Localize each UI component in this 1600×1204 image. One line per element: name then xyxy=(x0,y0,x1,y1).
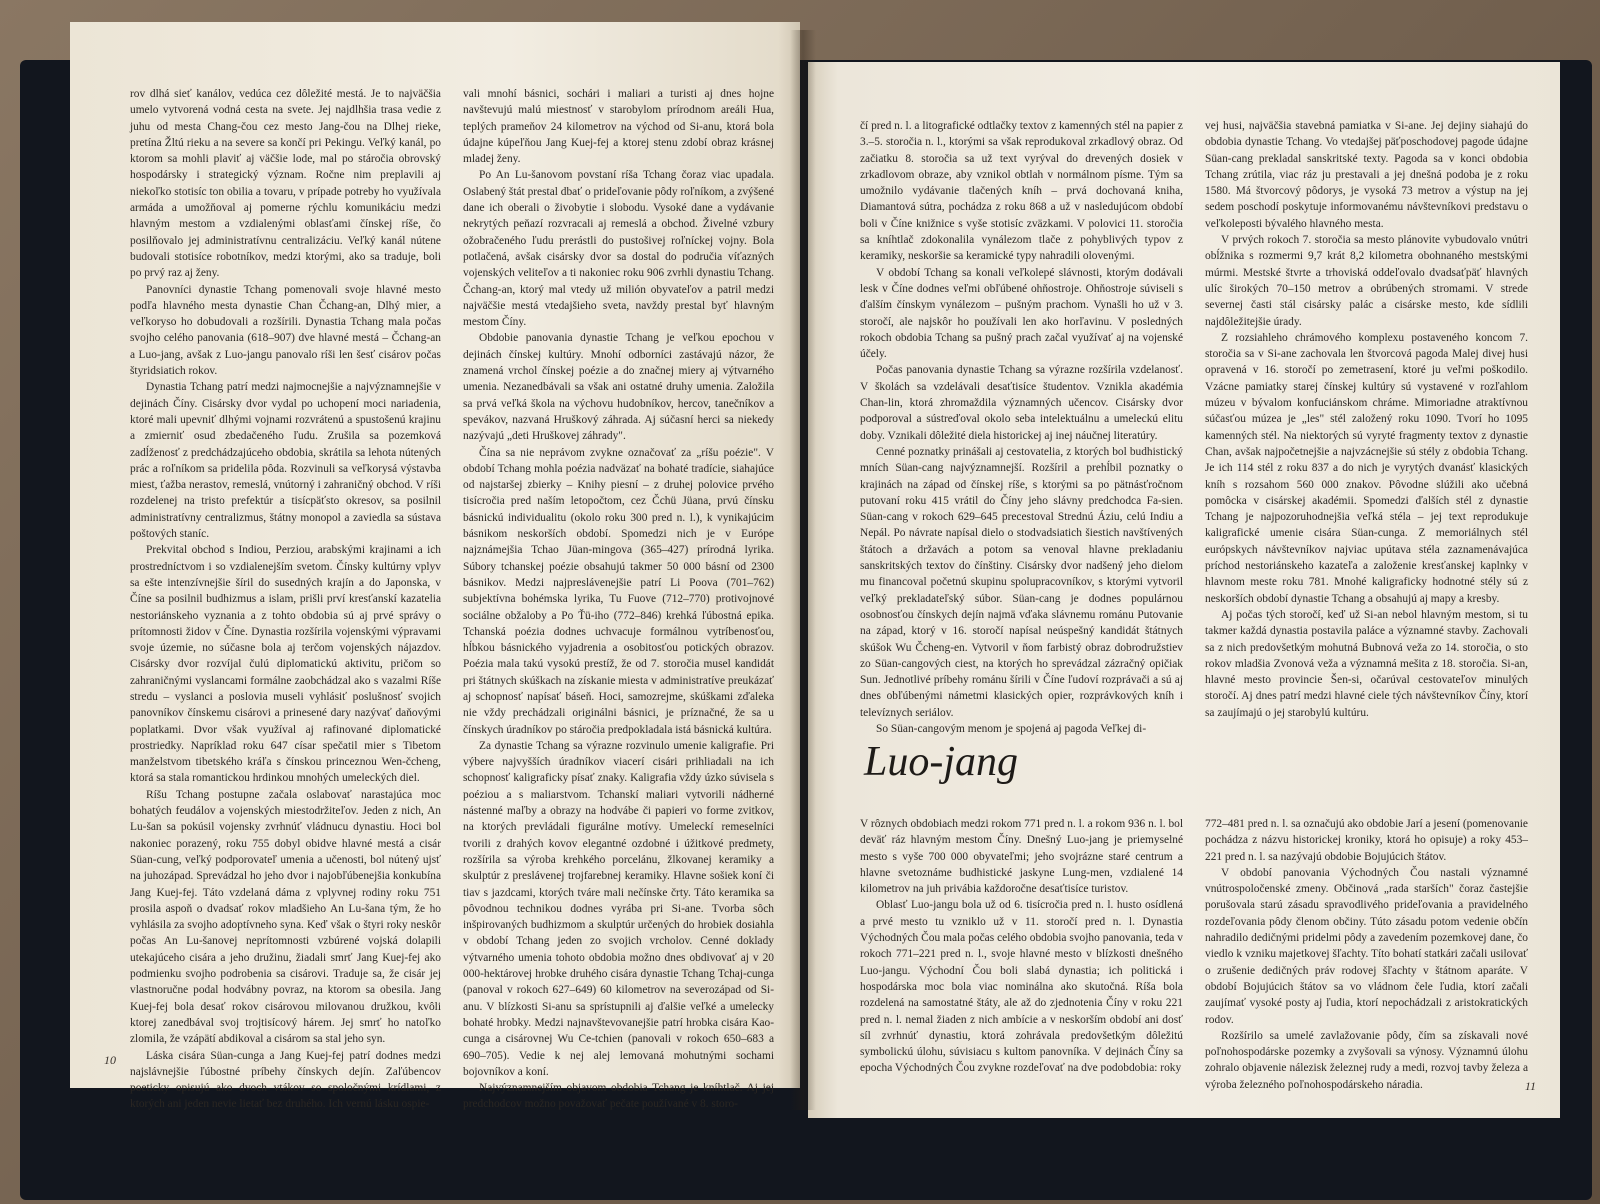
right-top-column-1 xyxy=(860,118,1183,735)
paragraph: Obdobie panovania dynastie Tchang je veľkou epochou v dejinách čínskej kultúry. Mnohí odborníci zastávajú názor, že znamená vrchol čínskej poézie a do značnej miery aj výtvarného umenia. Nezanedbávali sa však ani ostatné druhy umenia. Založila sa prvá veľká škola na výchovu hudobníkov, hercov, tanečníkov a spevákov, nazvaná Hruškový záhrada. Aj súčasní herci sa niekedy nazývajú „deti Hruškovej záhrady". xyxy=(463,332,774,443)
right-page-bottom-columns xyxy=(860,816,1528,1116)
paragraph: Ríšu Tchang postupne začala oslabovať narastajúca moc bohatých feudálov a vojenských miestodržiteľov. Jeden z nich, An Lu-šan sa pokúsil vojensky zvrhnúť vládnucu dynastiu. Hoci bol nakoniec porazený, roku 755 dobyl obidve hlavné mestá a cisár Süan-cung, veľký podporovateľ umenia a učenosti, bol nútený ujsť na juhozápad. Sprevádzal ho jeho dvor i najobľúbenejšia konkubína Jang Kuej-fej. Táto vzdelaná dáma z vplyvnej rodiny roku 751 prosila aspoň o dvadsať rokov mladšieho An Lu-šana tým, že ho vyhlásila za svojho adoptívneho syna. Keď však o štyri roky neskôr počas An Lu-šanovej neprítomnosti vzbúrené vojská dolapili utekajúceho cisára a jeho družinu, žiadali smrť Jang Kuej-fej ako podmienku svojho podrobenia sa cisárovi. Traduje sa, že cisár jej vlastnoručne podal hodvábny povraz, na ktorom sa obesila. Jang Kuej-fej bola desať rokov cisárovou milovanou družkou, kvôli ktorej zanedbával svoj trojtisícový hárem. Jej smrť ho natoľko zlomila, že vzápätí abdikoval a cisárom sa stal jeho syn. xyxy=(130,788,441,1046)
paragraph: Po An Lu-šanovom povstaní ríša Tchang čoraz viac upadala. Oslabený štát prestal dbať o prideľovanie pôdy roľníkom, a zvýšené dane ich oberali o živobytie i slobodu. Vysoké dane a vydávanie nekrytých peňazí rozvracali aj remeslá a obchod. Živelné vzbury ožobračeného ľudu prerástli do pustošivej roľníckej vojny. Bola potlačená, avšak cisársky dvor sa dostal do područia víťazných vojenských veliteľov a ti nakoniec roku 906 zvrhli dynastiu Tchang. Čchang-an, ktorý mal vtedy už milión obyvateľov a patril medzi najväčšie mestá vtedajšieho sveta, navždy prestal byť hlavným mestom Číny. xyxy=(463,169,774,329)
paragraph: V rôznych obdobiach medzi rokom 771 pred n. l. a rokom 936 n. l. bol deväť ráz hlavným mestom Číny. Dnešný Luo-jang je priemyselné mesto s vyše 700 000 obyvateľmi; jeho svojrázne staré centrum a hlavne svetoznáme budhistické jaskyne Lung-men, vzdialené 14 kilometrov na juh privábia každoročne desaťtisíce turistov. xyxy=(860,818,1183,896)
right-top-column-2 xyxy=(1205,118,1528,718)
paragraph: rov dlhá sieť kanálov, vedúca cez dôležité mestá. Je to najväčšia umelo vytvorená vodná cesta na svete. Jej najdlhšia trasa vedie z juhu od mesta Chang-čou cez mesto Jang-čou na Dlhej rieke, pretína Žltú rieku a na severe sa končí pri Pekingu. Veľký kanál, po ktorom sa mohli plaviť aj väčšie lode, mal po stáročia obrovský hospodársky i strategický význam. Ročne nim preplavili aj niekoľko stotisíc ton obilia a tovaru, v prípade potreby ho využívala armáda a umožňoval aj pomerne rýchlu komunikáciu medzi hlavným mestom a vzdialenými oblasťami čínskej ríše, čo posilňovalo jej administratívnu centralizáciu. Veľký kanál nútene budovali stotisíce robotníkov, medzi ktorými, ako sa traduje, boli po prvý raz aj ženy. xyxy=(130,88,441,280)
paragraph: So Süan-cangovým menom je spojená aj pagoda Veľkej di- xyxy=(876,722,1147,735)
paragraph: Z rozsiahleho chrámového komplexu postaveného koncom 7. storočia sa v Si-ane zachovala len štvorcová pagoda Malej divej husi opravená v 16. storočí po zemetrasení, ktoré ju veľmi poškodilo. Vzácne pamiatky starej čínskej kultúry sú vystavené v rozľahlom múzeu v bývalom konfuciánskom chráme. Mimoriadne atraktívnou súčasťou múzea je „les" stél založený roku 1090. Tvorí ho 1095 kamenných stél. Na niektorých sú vyryté fragmenty textov z dynastie Chan, avšak najpočetnejšie a najvzácnejšie sú stély z obdobia Tchang. Je ich 114 stél z roku 837 a do nich je vyrytých dvanásť klasických kníh s rozsahom 560 000 znakov. Pôvodne slúžili ako učebná pomôcka v cisárskej akadémii. Spomedzi ďalších stél z dynastie Tchang je najpozoruhodnejšia veľká stéla – jej text reprodukuje kaligrafické umenie cisára Süan-cunga. Z memoriálnych stél európskych návštevníkov najviac upútava stéla zaznamenávajúca príchod nestoriánskeho kazateľa a založenie kresťanskej kaplnky v hlavnom meste roku 781. Mnohé kaligraficky hodnotné stély sú z neskorších období dynastie Tchang a obsahujú aj mapy a kresby. xyxy=(1205,331,1528,605)
paragraph: Najvýznamnejším objavom obdobia Tchang je kníhtlač. Aj jej predchodcov možno považovať pečate používané v 8. storo- xyxy=(463,1082,774,1111)
right-bottom-column-2 xyxy=(1205,816,1528,1116)
paragraph: čí pred n. l. a litografické odtlačky textov z kamenných stél na papier z 3.–5. storočia n. l., ktorými sa však reprodukoval zrkadlový obraz. Od začiatku 8. storočia sa už text vyrýval do drevených dosiek v zrkadlovom obraze, aby vznikol obtlah v normálnom písme. Tým sa umožnilo vydávanie tlačených kníh – prvá dochovaná kniha, Diamantová sútra, pochádza z roku 868 a už v nasledujúcom období boli v Číne knižnice s vyše stotisíc zväzkami. V polovici 11. storočia sa kníhtlač zdokonalila vynálezom tlače z pohyblivých typov z keramiky, neskoršie sa keramické typy nahradili olovenými. xyxy=(860,120,1183,263)
paragraph: Panovníci dynastie Tchang pomenovali svoje hlavné mesto podľa hlavného mesta dynastie Chan Čchang-an, Dlhý mier, a veľkoryso ho dobudovali a rozšírili. Dynastia Tchang mala počas svojho celého panovania (618–907) dve hlavné mestá – Čchang-an a Luo-jang, avšak z Luo-jangu panovalo ríši len šesť cisárov počas štyridsiatich rokov. xyxy=(130,283,441,378)
paragraph: Rozšírilo sa umelé zavlažovanie pôdy, čím sa získavali nové poľnohospodárske pozemky a zvyšovali sa výnosy. Významnú úlohu zohralo objavenie nálezisk železnej rudy a medi, rozvoj tavby železa a výroba železného poľnohospodárskeho náradia. xyxy=(1205,1029,1528,1091)
left-column-2 xyxy=(463,86,774,1111)
right-page-top-columns xyxy=(860,118,1528,735)
section-title: Luo-jang xyxy=(864,739,1019,785)
paragraph: V období Tchang sa konali veľkolepé slávnosti, ktorým dodávali lesk v Číne dodnes veľmi obľúbené ohňostroje. Ohňostroje súviseli s ďalším čínskym vynálezom – pušným prachom. Vynašli ho už v 3. storočí, ale najskôr ho používali len ako horľavinu. V posledných rokoch obdobia Tchang sa pušný prach začal využívať aj na vojenské účely. xyxy=(860,266,1183,361)
left-page xyxy=(70,22,800,1111)
paragraph: vej husi, najväčšia stavebná pamiatka v Si-ane. Jej dejiny siahajú do obdobia dynastie Tchang. Vo vtedajšej päťposchodovej pagode údajne Süan-cang prekladal sanskritské texty. Pagoda sa v konci obdobia Tchang zrútila, viac ráz ju prestavali a jej dnešná podoba je z roku 1580. Má štvorcový pôdorys, je vysoká 73 metrov a výstup na jej sedem poschodí poskytuje informovanému návštevníkovi predstavu o veľkoleposti bývalého hlavného mesta. xyxy=(1205,120,1528,230)
paragraph: Oblasť Luo-jangu bola už od 6. tisícročia pred n. l. husto osídlená a prvé mesto tu vzniklo už v 11. storočí pred n. l. Dynastia Východných Čou mala počas celého obdobia svojho panovania, teda v rokoch 771–221 pred n. l., svoje hlavné mesto v blízkosti dnešného Luo-jangu. Východní Čou boli slabá dynastia; ich politická i hospodárska moc bola viac nominálna ako skutočná. Ríša bola rozdelená na samostatné štáty, ale až do zjednotenia Číny v roku 221 pred n. l. nemal žiaden z nich ambície a v neskorším období ani dosť síl zvrhnúť dynastiu, ktorá zohrávala predovšetkým dôležitú symbolickú úlohu, súvisiacu s kultom panovníka. V dejinách Číny sa epocha Východných Čou zvykne rozdeľovať na dve podobdobia: roky xyxy=(860,899,1183,1075)
book-gutter xyxy=(790,30,816,1110)
paragraph: Prekvital obchod s Indiou, Perziou, arabskými krajinami a ich prostredníctvom i so vzdialenejším svetom. Čínsky kultúrny vplyv sa ešte intenzívnejšie šíril do susedných krajín a do Japonska, v Číne sa posilnil budhizmus a islam, prišli prví kresťanskí kazatelia nestoriánskeho vyznania a z tohto obdobia sú aj prvé správy o prítomnosti židov v Číne. Dynastia rozšírila vojenskými výpravami svoje územie, no súčasne bola aj terčom vojenských nájazdov. Cisársky dvor rozvíjal čulú diplomatickú aktivitu, pričom so zahraničnými vyslancami formálne zaobchádzal ako s vazalmi Ríše stredu – vyslanci a poslovia museli vyhlásiť poslušnosť svojich panovníkov čínskemu cisárovi a prinesené dary nazývať daňovými poplatkami. Dvor však využíval aj rafinované diplomatické prostriedky. Napríklad roku 647 císar spečatil mier s Tibetom manželstvom tibetského kráľa s čínskou princeznou Wen-čcheng, ktorá sa stala romantickou hrdinkou mnohých umeleckých diel. xyxy=(130,544,441,785)
paragraph: vali mnohí básnici, sochári i maliari a turisti aj dnes hojne navštevujú malú miestnosť v starobylom prírodnom areáli Hua, teplých prameňov 24 kilometrov na východ od Si-anu, ktorá bola údajne kúpeľňou Jang Kuej-fej a ktorej stenu zdobí obraz krásnej mladej ženy. xyxy=(463,88,774,166)
paragraph: Za dynastie Tchang sa výrazne rozvinulo umenie kaligrafie. Pri výbere najvyšších úradníkov viacerí cisári prihliadali na ich schopnosť kaligraficky písať znaky. Kaligrafia vždy úzko súvisela s poéziou a s maliarstvom. Tchanskí maliari vytvorili nádherné nástenné maľby a obrazy na hodvábe či papieri vo forme zvitkov, na ktorých prevládali figurálne motívy. Umeleckí remeselníci tvorili z drahých kovov elegantné ozdobné i úžitkové predmety, rozšírila sa výroba krehkého porcelánu, žlkovanej keramiky a skulptúr z preslávenej trojfarebnej keramiky. Hlavne sošiek koní či tiav s jazdcami, ktorých tváre mali nečínske črty. Táto keramika sa pôvodnou technikou dodnes vyrába pri Si-ane. Tvorba sôch inšpirovaných budhizmom a skulptúr určených do hrobiek dosiahla v období Tchang jeden zo svojich vrcholov. Cenné doklady výtvarného umenia tohoto obdobia možno dnes obdivovať aj v 20 000-hektárovej hrobke druhého cisára dynastie Tchang Tchaj-cunga (panoval v rokoch 627–649) 60 kilometrov na severozápad od Si-anu. V blízkosti Si-anu sa sprístupnili aj ďalšie veľké a umelecky bohaté hrobky. Medzi najnavštevovanejšie patrí hrobka cisára Kao-cunga a cisárovnej Wu Ce-tchien (panovali v rokoch 650–683 a 690–705). Vedie k nej alej lemovaná mohutnými sochami bojovníkov a koní. xyxy=(463,739,774,1078)
paragraph: Dynastia Tchang patrí medzi najmocnejšie a najvýznamnejšie v dejinách Číny. Cisársky dvor vydal po uchopení moci nariadenia, ktoré mali upevniť dlhými vojnami rozvrátenú a spustošenú krajinu a zmierniť osud zbedačeného ľudu. Zrušila sa pozemková zadĺženosť z predchádzajúceho obdobia, skrátila sa lehota nútených prác a roľníkom sa pridelila pôda. Rozvinuli sa veľkorysá výstavba miest, ťažba nerastov, remeslá, vnútorný i zahraničný obchod. V ríši rozdelenej na tristo prefektúr a tisícpäťsto okresov, sa posilnil administratívny centralizmus, štátny monopol a zaviedla sa sústava poštových staníc. xyxy=(130,381,441,541)
paragraph: Počas panovania dynastie Tchang sa výrazne rozšírila vzdelanosť. V školách sa vzdelávali desaťtisíce študentov. Vznikla akadémia Chan-lin, ktorá zhromaždila významných učencov. Cisársky dvor podporoval a sústreďoval okolo seba intelektuálnu a umeleckú elitu doby. Vznikali dôležité diela historickej aj inej náučnej literatúry. xyxy=(860,364,1183,442)
paragraph: Láska cisára Süan-cunga a Jang Kuej-fej patrí dodnes medzi najslávnejšie ľúbostné príbehy čínskych dejín. Zaľúbencov poeticky opisujú ako dvoch vtákov so spoločnými krídlami, z ktorých ani jeden nevie lietať bez druhého. Ich vernú lásku ospie- xyxy=(130,1049,441,1111)
right-bottom-column-1 xyxy=(860,816,1183,1116)
paragraph: Aj počas tých storočí, keď už Si-an nebol hlavným mestom, si tu takmer každá dynastia postavila paláce a významné stavby. Zachovali sa z nich predovšetkým mohutná Bubnová veža zo 14. storočia, o sto rokov mladšia Zvonová veža a významná mešita z 18. storočia. Si-an, hlavné mesto provincie Šen-si, očarúval cestovateľov minulých storočí. Aj dnes patrí medzi hlavné ciele tých návštevníkov Číny, ktorí sa zaujímajú o jej starobylú kultúru. xyxy=(1205,608,1528,719)
paragraph: V prvých rokoch 7. storočia sa mesto plánovite vybudovalo vnútri obĺžnika s rozmermi 9,7 krát 8,2 kilometra obohnaného mestskými múrmi. Mestské štvrte a trhoviská oddeľovalo dvadsaťpäť hlavných ulíc širokých 70–150 metrov a obrúbených stromami. V strede severnej časti stál cisársky palác a cisárske mesto, kde sídlili najdôležitejšie úrady. xyxy=(1205,234,1528,328)
left-column-1 xyxy=(130,86,441,1111)
right-page xyxy=(808,62,1560,1118)
paragraph: Čína sa nie neprávom zvykne označovať za „ríšu poézie". V období Tchang mohla poézia nadväzať na bohaté tradície, siahajúce od najstaršej zbierky – Knihy piesní – z druhej polovice prvého tisícročia pred naším letopočtom, cez Čchü Jüana, prvú čínsku básnickú individualitu (okolo roku 300 pred n. l.), k vynikajúcim básnikom neskorších období. Spomedzi nich je v Európe najznámejšia Tchao Jüan-mingova (365–427) prírodná lyrika. Súbory tchanskej poézie obsahujú takmer 50 000 básní od 2300 básnikov. Medzi najpreslávenejšie patrí Li Poova (701–762) subjektívna bohémska lyrika, Tu Fuove (712–770) protivojnové sociálne obžaloby a Po Ťü-iho (772–846) krehká ľúbostná epika. Tchanská poézia dodnes uchvacuje formálnou vytríbenosťou, hĺbkou básnického vyjadrenia a osobitosťou potických obrazov. Poézia mala takú vysokú prestíž, že od 7. storočia musel kandidát pri štátnych skúškach na získanie miesta v administratíve preukázať aj schopnosť napísať báseň. Hoci, samozrejme, skúškami zďaleka nie vždy prechádzali originálni básnici, je príznačné, že sa u čínskych úradníkov po stáročia predpokladala istá básnická kultúra. xyxy=(463,446,774,736)
left-page-columns xyxy=(130,86,774,1111)
page-number-left: 10 xyxy=(104,1052,116,1067)
paragraph: Cenné poznatky prinášali aj cestovatelia, z ktorých bol budhistický mních Süan-cang najvýznamnejší. Rozšíril a prehĺbil poznatky o krajinách na západ od čínskej ríše, s ktorými sa po pätnásťročnom putovaní roku 415 vrátil do Číny jeho slávny predchodca Fa-sien. Süan-cang v rokoch 629–645 precestoval Strednú Áziu, celú Indiu a Nepál. Po návrate napísal dielo o stodvadsiatich šiestich navštívených štátoch a državách a potom sa venoval hlavne prekladaniu sanskritských textov do čínštiny. Cisársky dvor nadšený jeho dielom mu financoval početnú skupinu spolupracovníkov, s ktorými vytvoril veľký prekladateľský súbor. Süan-cang je dodnes populárnou osobnosťou čínskych dejín najmä vďaka slávnemu románu Putovanie na západ, ktorý v 16. storočí napísal neúspešný kandidát štátnych skúšok Wu Čcheng-en. Vytvoril v ňom farbistý obraz dobrodružstiev zo Süan-cangových ciest, na ktorých ho sprevádzal zázračný opičiak Sun. Jednotlivé príbehy románu šírili v Číne ľudoví rozprávači a sú aj dnes obľúbenými námetmi klasických opier, rozprávkových kníh i televíznych seriálov. xyxy=(860,445,1183,719)
paragraph: V období panovania Východných Čou nastali významné vnútrospoločenské zmeny. Občinová „rada starších" čoraz častejšie porušovala starú zásadu spravodlivého prideľovania a pravidelného rozdeľovania pôdy členom občiny. Túto zásadu potom vedenie občín nahradilo dedičnými pridelmi pôdy a zavedením pozemkovej dane, čo viedlo k vzniku majetkovej šľachty. Títo bohatí statkári začali usilovať o zrušenie dedičných práv rodovej šľachty v štátnom aparáte. V období Bojujúcich štátov sa vo vládnom čele ľudia, ktorí začali zaujímať vysoké posty aj ľudia, ktorí nepochádzali z aristokratických rodov. xyxy=(1205,866,1528,1026)
page-number-right: 11 xyxy=(1524,1078,1536,1093)
paragraph: 772–481 pred n. l. sa označujú ako obdobie Jarí a jesení (pomenovanie pochádza z názvu historickej kroniky, ktorá ho opisuje) a roky 453–221 pred n. l. sa nazývajú obdobie Bojujúcich štátov. xyxy=(1205,818,1528,863)
